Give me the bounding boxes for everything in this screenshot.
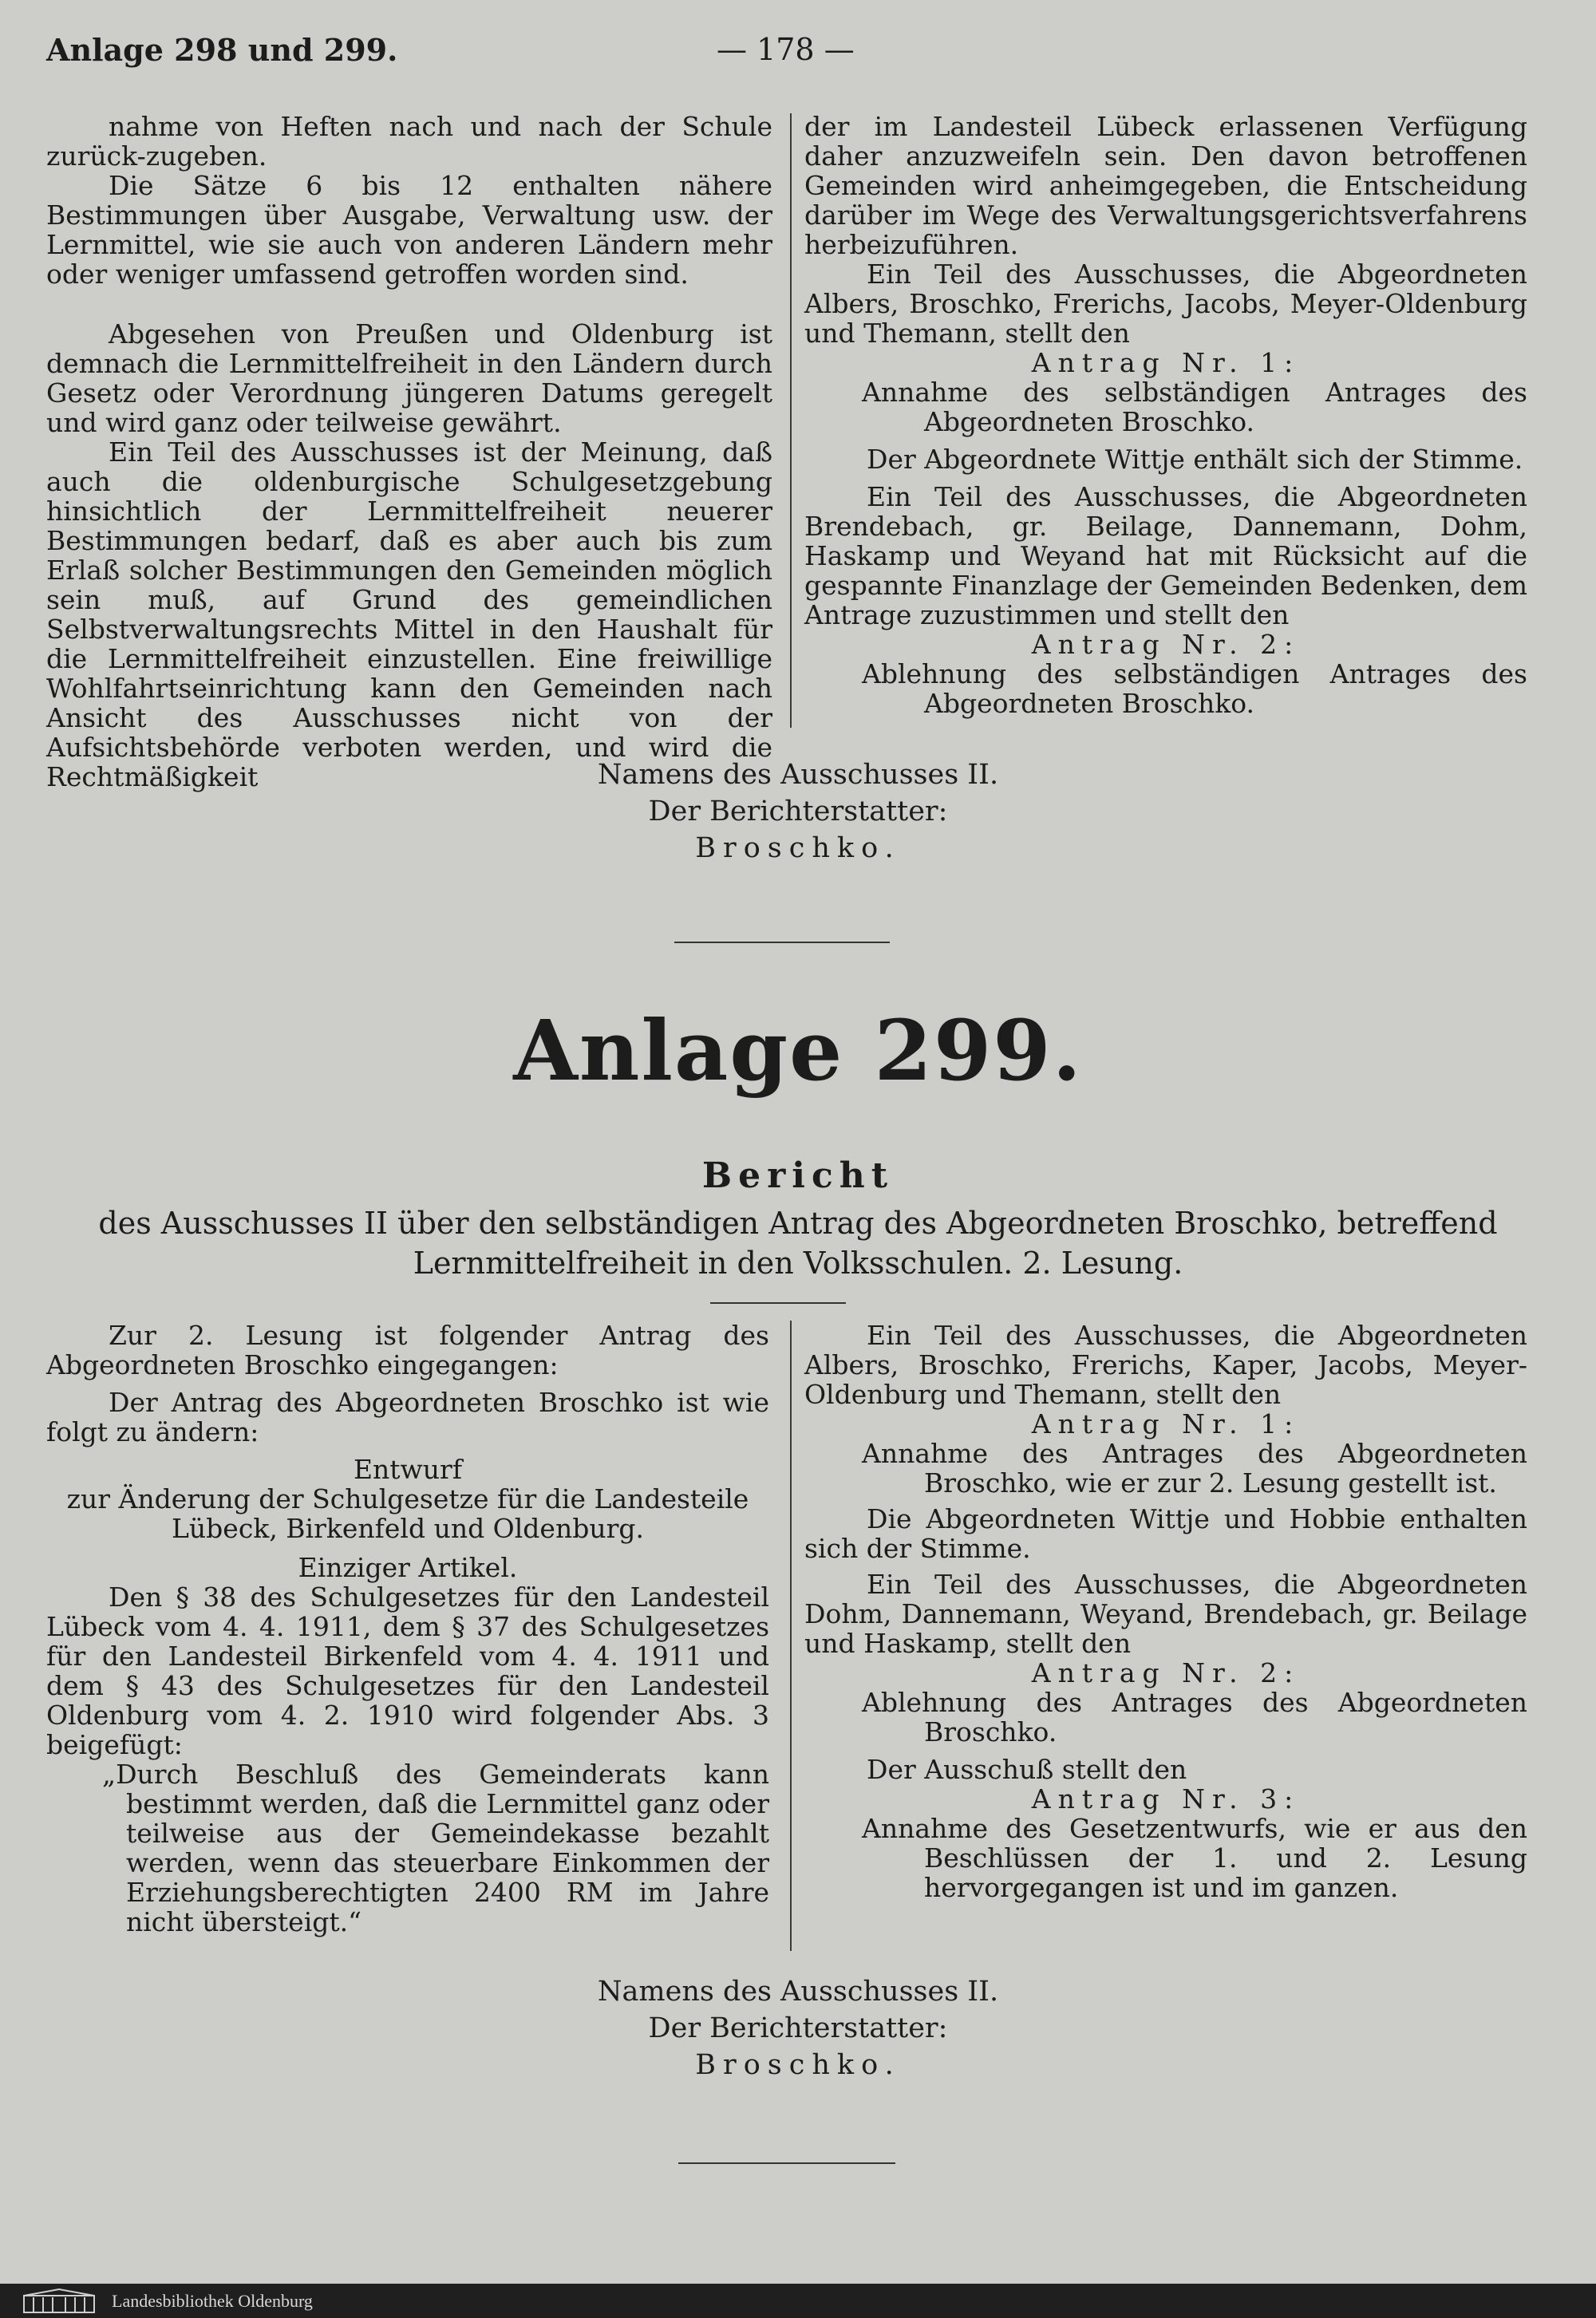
paragraph: Ein Teil des Ausschusses, die Abgeordneten Albers, Broschko, Frerichs, Kaper, Jacobs, Meyer-Oldenburg und Themann, stellt den <box>804 1320 1527 1410</box>
library-footer <box>0 2284 1596 2318</box>
motion-text: Annahme des Gesetzentwurfs, wie er aus den Beschlüssen der 1. und 2. Lesung hervorgegangen ist und im ganzen. <box>862 1813 1527 1903</box>
subtitle-rule <box>710 1302 846 1304</box>
motion-text: Annahme des Antrages des Abgeordneten Broschko, wie er zur 2. Lesung gestellt ist. <box>862 1438 1527 1499</box>
motion-text: Ablehnung des Antrages des Abgeordneten Broschko. <box>862 1687 1527 1747</box>
signature-name: Broschko. <box>695 832 901 864</box>
signature-name: Broschko. <box>695 2049 901 2081</box>
motion-heading: Antrag Nr. 2: <box>1031 629 1301 660</box>
column-divider <box>790 1321 792 1951</box>
signature-committee: Namens des Ausschusses II. <box>597 1976 999 2008</box>
paragraph: Die Sätze 6 bis 12 enthalten nähere Bestimmungen über Ausgabe, Verwaltung usw. der Lernmittel, wie sie auch von anderen Ländern mehr oder weniger umfassend getroffen worden sind. <box>46 170 772 290</box>
library-building-icon <box>22 2288 96 2314</box>
paragraph: der im Landesteil Lübeck erlassenen Verfügung daher anzuzweifeln sein. Den davon betroffenen Gemeinden wird anheimgegeben, die Entscheidung darüber im Wege des Verwaltungsgerichtsverfahrens herbeizuführen. <box>804 111 1527 260</box>
section1-signature <box>0 756 1596 867</box>
report-title: Bericht <box>701 1155 895 1196</box>
section1-right-column <box>804 112 1527 718</box>
motion-text: Annahme des selbständigen Antrages des Abgeordneten Broschko. <box>862 377 1527 437</box>
paragraph: Ein Teil des Ausschusses, die Abgeordneten Albers, Broschko, Frerichs, Jacobs, Meyer-Oldenburg und Themann, stellt den <box>804 259 1527 349</box>
library-name: Landesbibliothek Oldenburg <box>112 2291 313 2311</box>
paragraph: Ein Teil des Ausschusses, die Abgeordneten Dohm, Dannemann, Weyand, Brendebach, gr. Beilage und Haskamp, stellt den <box>804 1569 1527 1659</box>
paragraph: Zur 2. Lesung ist folgender Antrag des Abgeordneten Broschko eingegangen: <box>46 1320 769 1380</box>
paragraph: Der Ausschuß stellt den <box>867 1754 1187 1785</box>
header-annex-label: Anlage 298 und 299. <box>46 32 398 68</box>
motion-heading: Antrag Nr. 1: <box>1031 347 1301 378</box>
report-subtitle: des Ausschusses II über den selbständigen Antrag des Abgeordneten Broschko, betreffend Lernmittelfreiheit in den Volksschulen. 2. Lesung. <box>98 1206 1498 1281</box>
paragraph: Ein Teil des Ausschusses, die Abgeordneten Brendebach, gr. Beilage, Dannemann, Dohm, Haskamp und Weyand hat mit Rücksicht auf die gespannte Finanzlage der Gemeinden Bedenken, dem Antrage zuzustimmen und stellt den <box>804 481 1527 630</box>
paragraph: Der Antrag des Abgeordneten Broschko ist wie folgt zu ändern: <box>46 1387 769 1447</box>
paragraph: Der Abgeordnete Wittje enthält sich der Stimme. <box>867 444 1523 475</box>
end-separator <box>678 2162 895 2164</box>
signature-role: Der Berichterstatter: <box>648 2012 948 2044</box>
motion-heading: Antrag Nr. 3: <box>1031 1783 1301 1815</box>
paragraph: nahme von Heften nach und nach der Schule zurück-zugeben. <box>46 111 772 172</box>
page-header <box>46 32 1586 72</box>
section2-signature <box>0 1973 1596 2083</box>
section2-right-column <box>804 1321 1527 1902</box>
article-heading: Einziger Artikel. <box>298 1552 518 1583</box>
motion-text: Ablehnung des selbständigen Antrages des Abgeordneten Broschko. <box>862 658 1527 719</box>
signature-role: Der Berichterstatter: <box>648 796 948 827</box>
quoted-amendment: „Durch Beschluß des Gemeinderats kann bestimmt werden, daß die Lernmittel ganz oder teilweise aus der Gemeindekasse bezahlt werden, wenn das steuerbare Einkommen der Erziehungsberechtigten 2400 RM im Jahre nicht übersteigt.“ <box>102 1759 769 1937</box>
page-number: — 178 — <box>717 32 855 67</box>
draft-heading: Entwurf <box>353 1454 463 1485</box>
motion-heading: Antrag Nr. 1: <box>1031 1408 1301 1439</box>
paragraph: Die Abgeordneten Wittje und Hobbie enthalten sich der Stimme. <box>804 1503 1527 1564</box>
paragraph: Ein Teil des Ausschusses ist der Meinung, daß auch die oldenburgische Schulgesetzgebung hinsichtlich der Lernmittelfreiheit neuerer Bestimmungen bedarf, daß es aber auch bis zum Erlaß solcher Bestimmungen den Gemeinden möglich sein muß, auf Grund des gemeindlichen Selbstverwaltungsrechts Mittel in den Haushalt für die Lernmittelfreiheit einzustellen. Eine freiwillige Wohlfahrtseinrichtung kann den Gemeinden nach Ansicht des Ausschusses nicht von der Aufsichtsbehörde verboten werden, und wird die Rechtmäßigkeit <box>46 436 772 792</box>
paragraph: Abgesehen von Preußen und Oldenburg ist demnach die Lernmittelfreiheit in den Ländern durch Gesetz oder Verordnung jüngeren Datums geregelt und wird ganz oder teilweise gewährt. <box>46 318 772 438</box>
section1-left-column <box>46 112 772 792</box>
paragraph: Den § 38 des Schulgesetzes für den Landesteil Lübeck vom 4. 4. 1911, dem § 37 des Schulgesetzes für den Landesteil Birkenfeld vom 4. 4. 1911 und dem § 43 des Schulgesetzes für den Landesteil Oldenburg vom 4. 2. 1910 wird folgender Abs. 3 beigefügt: <box>46 1582 769 1760</box>
section-separator <box>674 942 890 943</box>
annex-title: Anlage 299. <box>513 1001 1083 1100</box>
motion-heading: Antrag Nr. 2: <box>1031 1657 1301 1688</box>
column-divider <box>790 113 792 728</box>
draft-subheading: zur Änderung der Schulgesetze für die Landesteile Lübeck, Birkenfeld und Oldenburg. <box>66 1483 749 1544</box>
signature-committee: Namens des Ausschusses II. <box>597 759 999 791</box>
section2-left-column <box>46 1321 769 1937</box>
